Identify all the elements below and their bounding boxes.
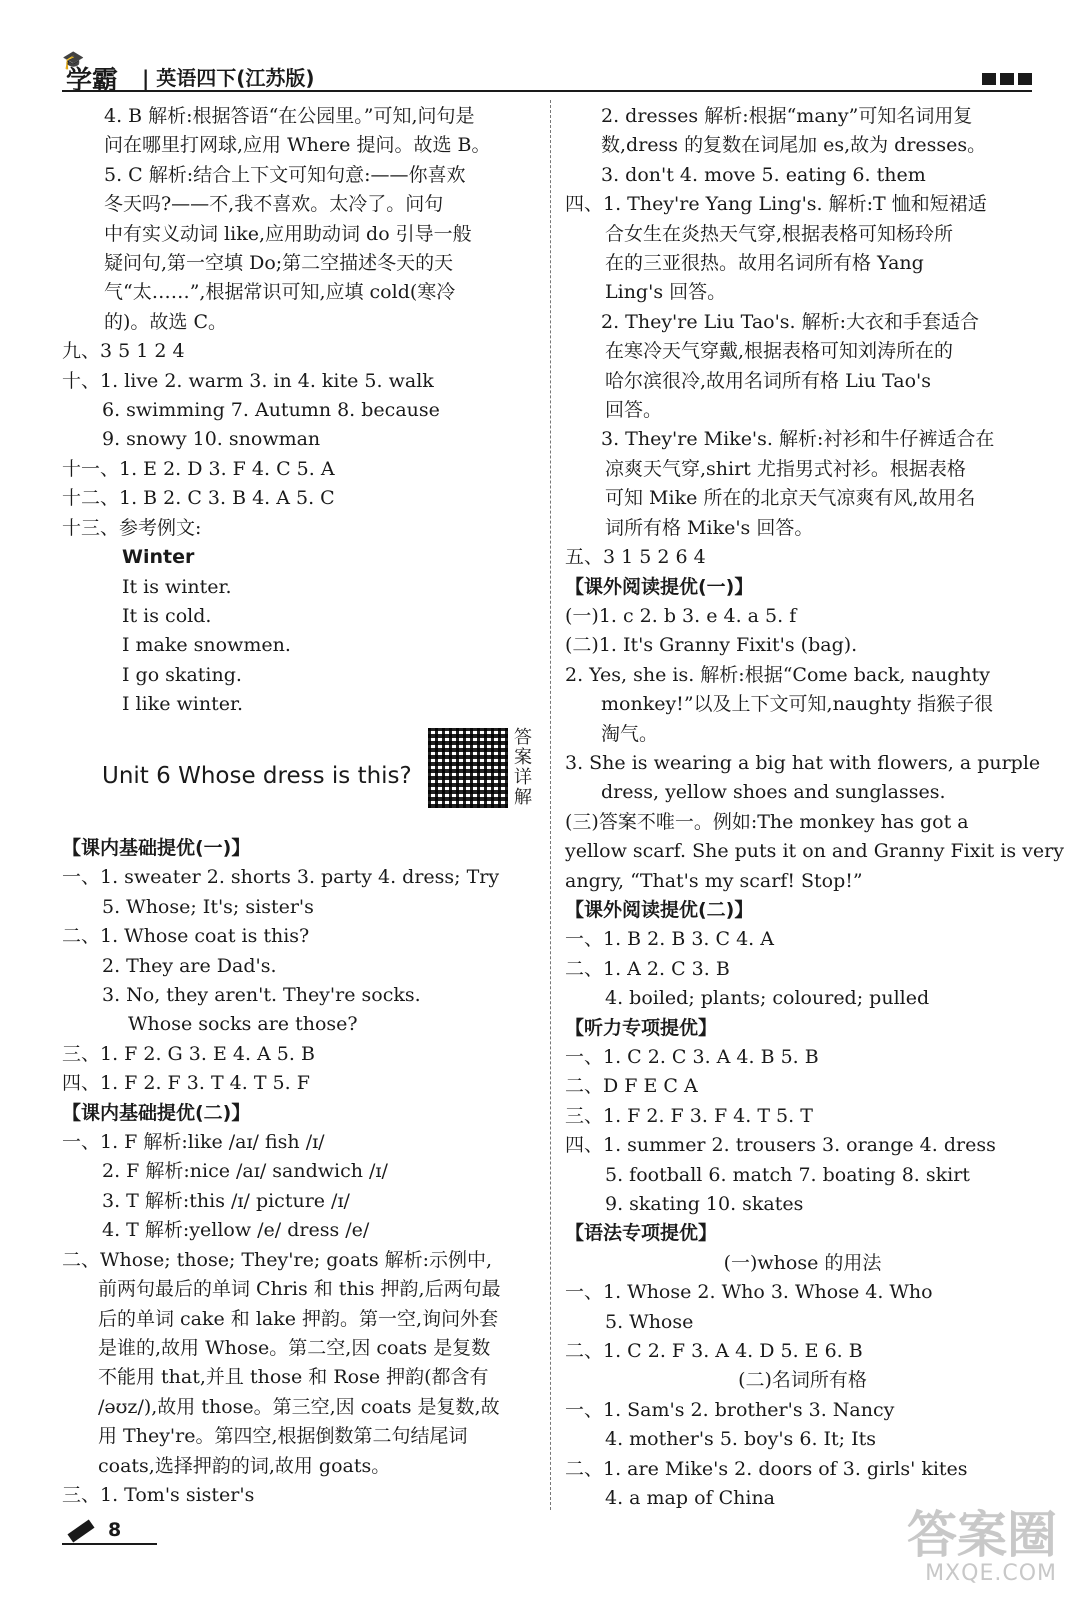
answer-line: (二)名词所有格 — [738, 1369, 867, 1392]
answer-line: 数,dress 的复数在词尾加 es,故为 dresses。 — [601, 134, 987, 157]
answer-line: dress, yellow shoes and sunglasses. — [601, 781, 946, 804]
answer-line: 3. don't 4. move 5. eating 6. them — [601, 163, 926, 186]
answer-line: 一、1. C 2. C 3. A 4. B 5. B — [565, 1046, 819, 1068]
qr-code-icon[interactable] — [428, 728, 508, 808]
answer-line: 【课外阅读提优(二)】 — [565, 898, 754, 921]
answer-line: monkey!”以及上下文可知,naughty 指猴子很 — [601, 693, 994, 716]
answer-line: 【课外阅读提优(一)】 — [565, 575, 754, 598]
answer-line: 3. They're Mike's. 解析:衬衫和牛仔裤适合在 — [601, 428, 995, 451]
answer-line: 4. a map of China — [605, 1487, 776, 1510]
answer-line: 5. C 解析:结合上下文可知句意:——你喜欢 — [104, 163, 466, 186]
answer-line: 可知 Mike 所在的北京天气凉爽有风,故用名 — [605, 487, 976, 510]
answer-line: 用 They're。第四空,根据倒数第二句结尾词 — [98, 1425, 468, 1448]
answer-line: I go skating. — [122, 663, 242, 686]
answer-line: Whose socks are those? — [128, 1013, 358, 1036]
answer-line: 【课内基础提优(一)】 — [62, 837, 251, 859]
pencil-icon — [67, 1519, 94, 1542]
answer-line: 4. T 解析:yellow /e/ dress /e/ — [102, 1219, 370, 1242]
answer-line: 二、D F E C A — [565, 1075, 698, 1098]
answer-line: 十三、参考例文: — [62, 516, 202, 539]
answer-line: (一)whose 的用法 — [723, 1251, 882, 1274]
answer-line: /əʊz/),故用 those。第三空,因 coats 是复数,故 — [98, 1395, 500, 1418]
answer-line: 气“太……”,根据常识可知,应填 cold(寒冷 — [104, 281, 456, 304]
answer-line: 四、1. They're Yang Ling's. 解析:T 恤和短裙适 — [565, 193, 987, 216]
answer-line: 问在哪里打网球,应用 Where 提问。故选 B。 — [104, 134, 491, 157]
answer-line: 三、1. Tom's sister's — [62, 1483, 255, 1506]
qr-label: 答案详解 — [514, 727, 532, 808]
answer-line: 二、Whose; those; They're; goats 解析:示例中, — [62, 1248, 493, 1271]
answer-line: Winter — [122, 546, 195, 569]
answer-line: yellow scarf. She puts it on and Granny Fixit is very — [565, 840, 1064, 863]
answer-line: 十、1. live 2. warm 3. in 4. kite 5. walk — [62, 369, 434, 392]
answer-line: It is cold. — [122, 604, 212, 627]
page-header — [62, 50, 1032, 96]
answer-line: 中有实义动词 like,应用助动词 do 引导一般 — [104, 222, 472, 245]
answer-line: 9. skating 10. skates — [605, 1193, 804, 1216]
answer-line: 在的三亚很热。故用名词所有格 Yang — [605, 252, 924, 275]
answer-line: 2. F 解析:nice /aɪ/ sandwich /ɪ/ — [102, 1160, 388, 1183]
answer-line: 二、1. Whose coat is this? — [62, 925, 310, 948]
answer-line: 五、3 1 5 2 6 4 — [565, 546, 706, 569]
answer-line: 四、1. F 2. F 3. T 4. T 5. F — [62, 1072, 310, 1095]
answer-line: 二、1. A 2. C 3. B — [565, 957, 730, 980]
answer-line: It is winter. — [122, 575, 232, 598]
answer-line: 三、1. F 2. F 3. F 4. T 5. T — [565, 1104, 813, 1127]
answer-line: 6. swimming 7. Autumn 8. because — [102, 399, 440, 422]
graduation-cap-icon: 🎓 — [62, 50, 85, 71]
answer-line: 二、1. C 2. F 3. A 4. D 5. E 6. B — [565, 1340, 863, 1363]
answer-line: I like winter. — [122, 693, 243, 716]
right-column — [565, 102, 1064, 1514]
answer-line: 3. T 解析:this /ɪ/ picture /ɪ/ — [102, 1189, 350, 1212]
answer-line: 一、1. B 2. B 3. C 4. A — [565, 928, 774, 951]
answer-line: 5. football 6. match 7. boating 8. skirt — [605, 1163, 970, 1186]
answer-line: 十二、1. B 2. C 3. B 4. A 5. C — [62, 487, 335, 510]
answer-line: 冬天吗?——不,我不喜欢。太冷了。问句 — [104, 193, 444, 216]
unit-title: Unit 6 Whose dress is this? — [102, 763, 412, 789]
answer-line: 词所有格 Mike's 回答。 — [605, 516, 814, 539]
answer-line: 2. They are Dad's. — [102, 954, 277, 977]
column-divider — [550, 100, 551, 1510]
watermark-logo: 答案圈 — [907, 1506, 1057, 1564]
answer-line: 回答。 — [605, 399, 663, 422]
watermark — [907, 1506, 1057, 1586]
answer-line: 十一、1. E 2. D 3. F 4. C 5. A — [62, 457, 335, 480]
answer-line: 一、1. sweater 2. shorts 3. party 4. dress; Try — [62, 866, 500, 889]
answer-line: (三)答案不唯一。例如:The monkey has got a — [565, 810, 969, 833]
answer-line: (一)1. c 2. b 3. e 4. a 5. f — [565, 604, 797, 627]
answer-line: 【课内基础提优(二)】 — [62, 1101, 251, 1124]
answer-line: I make snowmen. — [122, 634, 291, 657]
answer-line: 淘气。 — [601, 722, 659, 745]
answer-line: 九、3 5 1 2 4 — [62, 340, 185, 363]
answer-line: 前两句最后的单词 Chris 和 this 押韵,后两句最 — [98, 1278, 501, 1301]
header-decoration — [978, 70, 1032, 89]
answer-line: 四、1. summer 2. trousers 3. orange 4. dress — [565, 1134, 996, 1157]
page-footer — [62, 1518, 157, 1545]
answer-line: 凉爽天气穿,shirt 尤指男式衬衫。根据表格 — [605, 457, 966, 480]
answer-line: 二、1. are Mike's 2. doors of 3. girls' kites — [565, 1457, 968, 1480]
watermark-url: MXQE.COM — [925, 1561, 1057, 1586]
answer-line: 哈尔滨很冷,故用名词所有格 Liu Tao's — [605, 369, 931, 392]
answer-line: 【听力专项提优】 — [565, 1016, 718, 1039]
left-column-bottom — [62, 834, 542, 1510]
answer-line: 4. mother's 5. boy's 6. It; Its — [605, 1428, 876, 1451]
answer-line: coats,选择押韵的词,故用 goats。 — [98, 1454, 391, 1477]
book-title: | 英语四下(江苏版) — [142, 66, 315, 90]
answer-line: 一、1. F 解析:like /aɪ/ fish /ɪ/ — [62, 1131, 325, 1154]
left-column-top — [62, 102, 542, 720]
answer-line: 不能用 that,并且 those 和 Rose 押韵(都含有 — [98, 1366, 489, 1389]
answer-line: 疑问句,第一空填 Do;第二空描述冬天的天 — [104, 252, 454, 275]
answer-line: (二)1. It's Granny Fixit's (bag). — [565, 634, 858, 657]
answer-line: 5. Whose — [605, 1310, 694, 1333]
answer-line: 三、1. F 2. G 3. E 4. A 5. B — [62, 1042, 315, 1065]
answer-line: 一、1. Whose 2. Who 3. Whose 4. Who — [565, 1281, 933, 1304]
answer-line: 2. Yes, she is. 解析:根据“Come back, naughty — [565, 663, 990, 686]
answer-line: 5. Whose; It's; sister's — [102, 895, 314, 918]
answer-line: 4. boiled; plants; coloured; pulled — [605, 987, 930, 1010]
answer-line: 9. snowy 10. snowman — [102, 428, 321, 451]
answer-line: 2. dresses 解析:根据“many”可知名词用复 — [601, 105, 973, 127]
answer-line: angry, “That's my scarf! Stop!” — [565, 869, 863, 892]
brand-logo: 🎓 学霸 — [62, 50, 119, 96]
answer-line: Ling's 回答。 — [605, 281, 727, 304]
answer-line: 2. They're Liu Tao's. 解析:大衣和手套适合 — [601, 310, 980, 333]
answer-line: 合女生在炎热天气穿,根据表格可知杨玲所 — [605, 222, 954, 245]
answer-line: 的)。故选 C。 — [104, 310, 227, 333]
answer-line: 3. She is wearing a big hat with flowers, a purple — [565, 751, 1041, 774]
answer-line: 后的单词 cake 和 lake 押韵。第一空,询问外套 — [98, 1307, 499, 1330]
answer-line: 一、1. Sam's 2. brother's 3. Nancy — [565, 1398, 895, 1421]
answer-line: 在寒冷天气穿戴,根据表格可知刘涛所在的 — [605, 340, 954, 363]
answer-line: 【语法专项提优】 — [565, 1222, 718, 1245]
answer-line: 3. No, they aren't. They're socks. — [102, 984, 421, 1007]
answer-line: 是谁的,故用 Whose。第二空,因 coats 是复数 — [98, 1336, 491, 1359]
answer-line: 4. B 解析:根据答语“在公园里。”可知,问句是 — [104, 105, 475, 127]
page-number: 8 — [108, 1519, 122, 1541]
